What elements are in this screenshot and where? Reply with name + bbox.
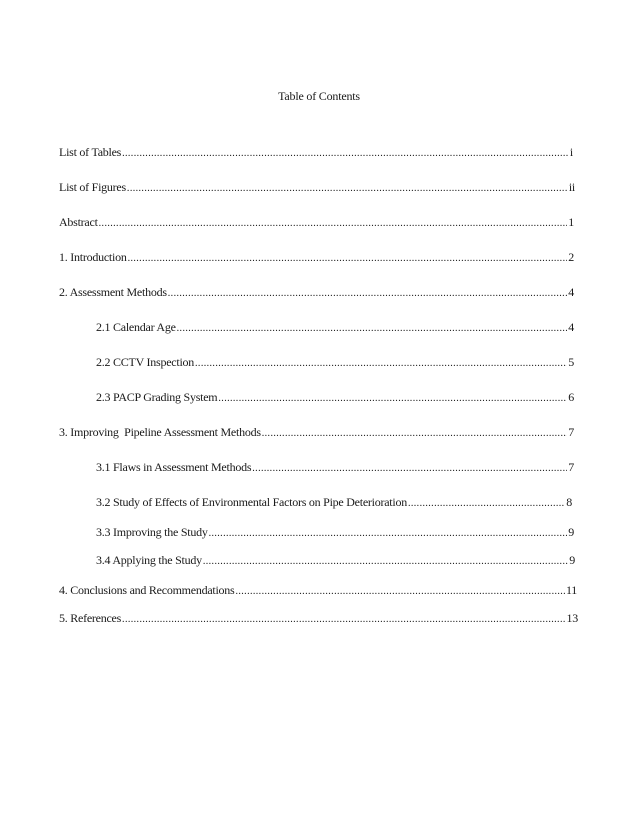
dot-leader [235,585,564,599]
dot-leader [122,613,565,627]
toc-entry-page: 7 [568,425,574,439]
toc-entry-page: 8 [566,495,572,509]
toc-entry-page: i [569,145,573,159]
toc-entry-label: 3. Improving Pipeline Assessment Methods [59,425,261,439]
dot-leader [218,392,567,406]
toc-entry[interactable] [59,285,574,301]
toc-entry-page: 4 [568,320,574,334]
toc-entry-label: 5. References [59,611,122,625]
dot-leader [122,147,569,161]
toc-entry[interactable] [59,145,573,161]
dot-leader [195,357,567,371]
toc-entry[interactable] [59,180,575,196]
toc-entry[interactable] [96,320,574,336]
toc-entry[interactable] [96,525,574,541]
toc-entry-page: 2 [568,250,574,264]
toc-entry-label: 2.1 Calendar Age [96,320,176,334]
toc-entry-page: 1 [568,215,574,229]
toc-entry[interactable] [96,495,572,511]
page-title: Table of Contents [278,89,360,103]
dot-leader [203,555,568,569]
toc-entry-page: 6 [568,390,574,404]
dot-leader [177,322,568,336]
dot-leader [262,427,568,441]
toc-entry-label: List of Tables [59,145,122,159]
dot-leader [99,217,568,231]
toc-entry-page: 9 [569,553,575,567]
toc-entry[interactable] [96,460,574,476]
toc-entry[interactable] [59,215,574,231]
dot-leader [128,252,568,266]
toc-entry[interactable] [96,390,574,406]
toc-entry[interactable] [96,355,574,371]
toc-entry-page: 13 [566,611,578,625]
toc-entry-label: 2.2 CCTV Inspection [96,355,195,369]
toc-entry-page: 11 [565,583,577,597]
toc-entry-page: ii [568,180,575,194]
toc-entry-page: 5 [568,355,574,369]
toc-entry[interactable] [59,250,574,266]
toc-entry-page: 4 [568,285,574,299]
toc-entry-page: 9 [568,525,574,539]
toc-entry[interactable] [96,553,575,569]
dot-leader [168,287,567,301]
dot-leader [127,182,568,196]
toc-entry-label: 3.1 Flaws in Assessment Methods [96,460,252,474]
dot-leader [209,527,568,541]
toc-entry-label: 1. Introduction [59,250,127,264]
toc-entry-label: 3.2 Study of Effects of Environmental Factors on Pipe Deterioration [96,495,407,509]
toc-entry[interactable] [59,425,574,441]
toc-entry-label: 4. Conclusions and Recommendations [59,583,235,597]
toc-entry[interactable] [59,611,578,627]
toc-entry-label: 3.3 Improving the Study [96,525,208,539]
toc-entry-label: 2.3 PACP Grading System [96,390,218,404]
dot-leader [408,497,565,511]
toc-entry-label: Abstract [59,215,98,229]
toc-entry-label: 3.4 Applying the Study [96,553,202,567]
toc-entry[interactable] [59,583,577,599]
dot-leader [252,462,567,476]
toc-entry-page: 7 [568,460,574,474]
toc-entry-label: List of Figures [59,180,126,194]
toc-entry-label: 2. Assessment Methods [59,285,167,299]
